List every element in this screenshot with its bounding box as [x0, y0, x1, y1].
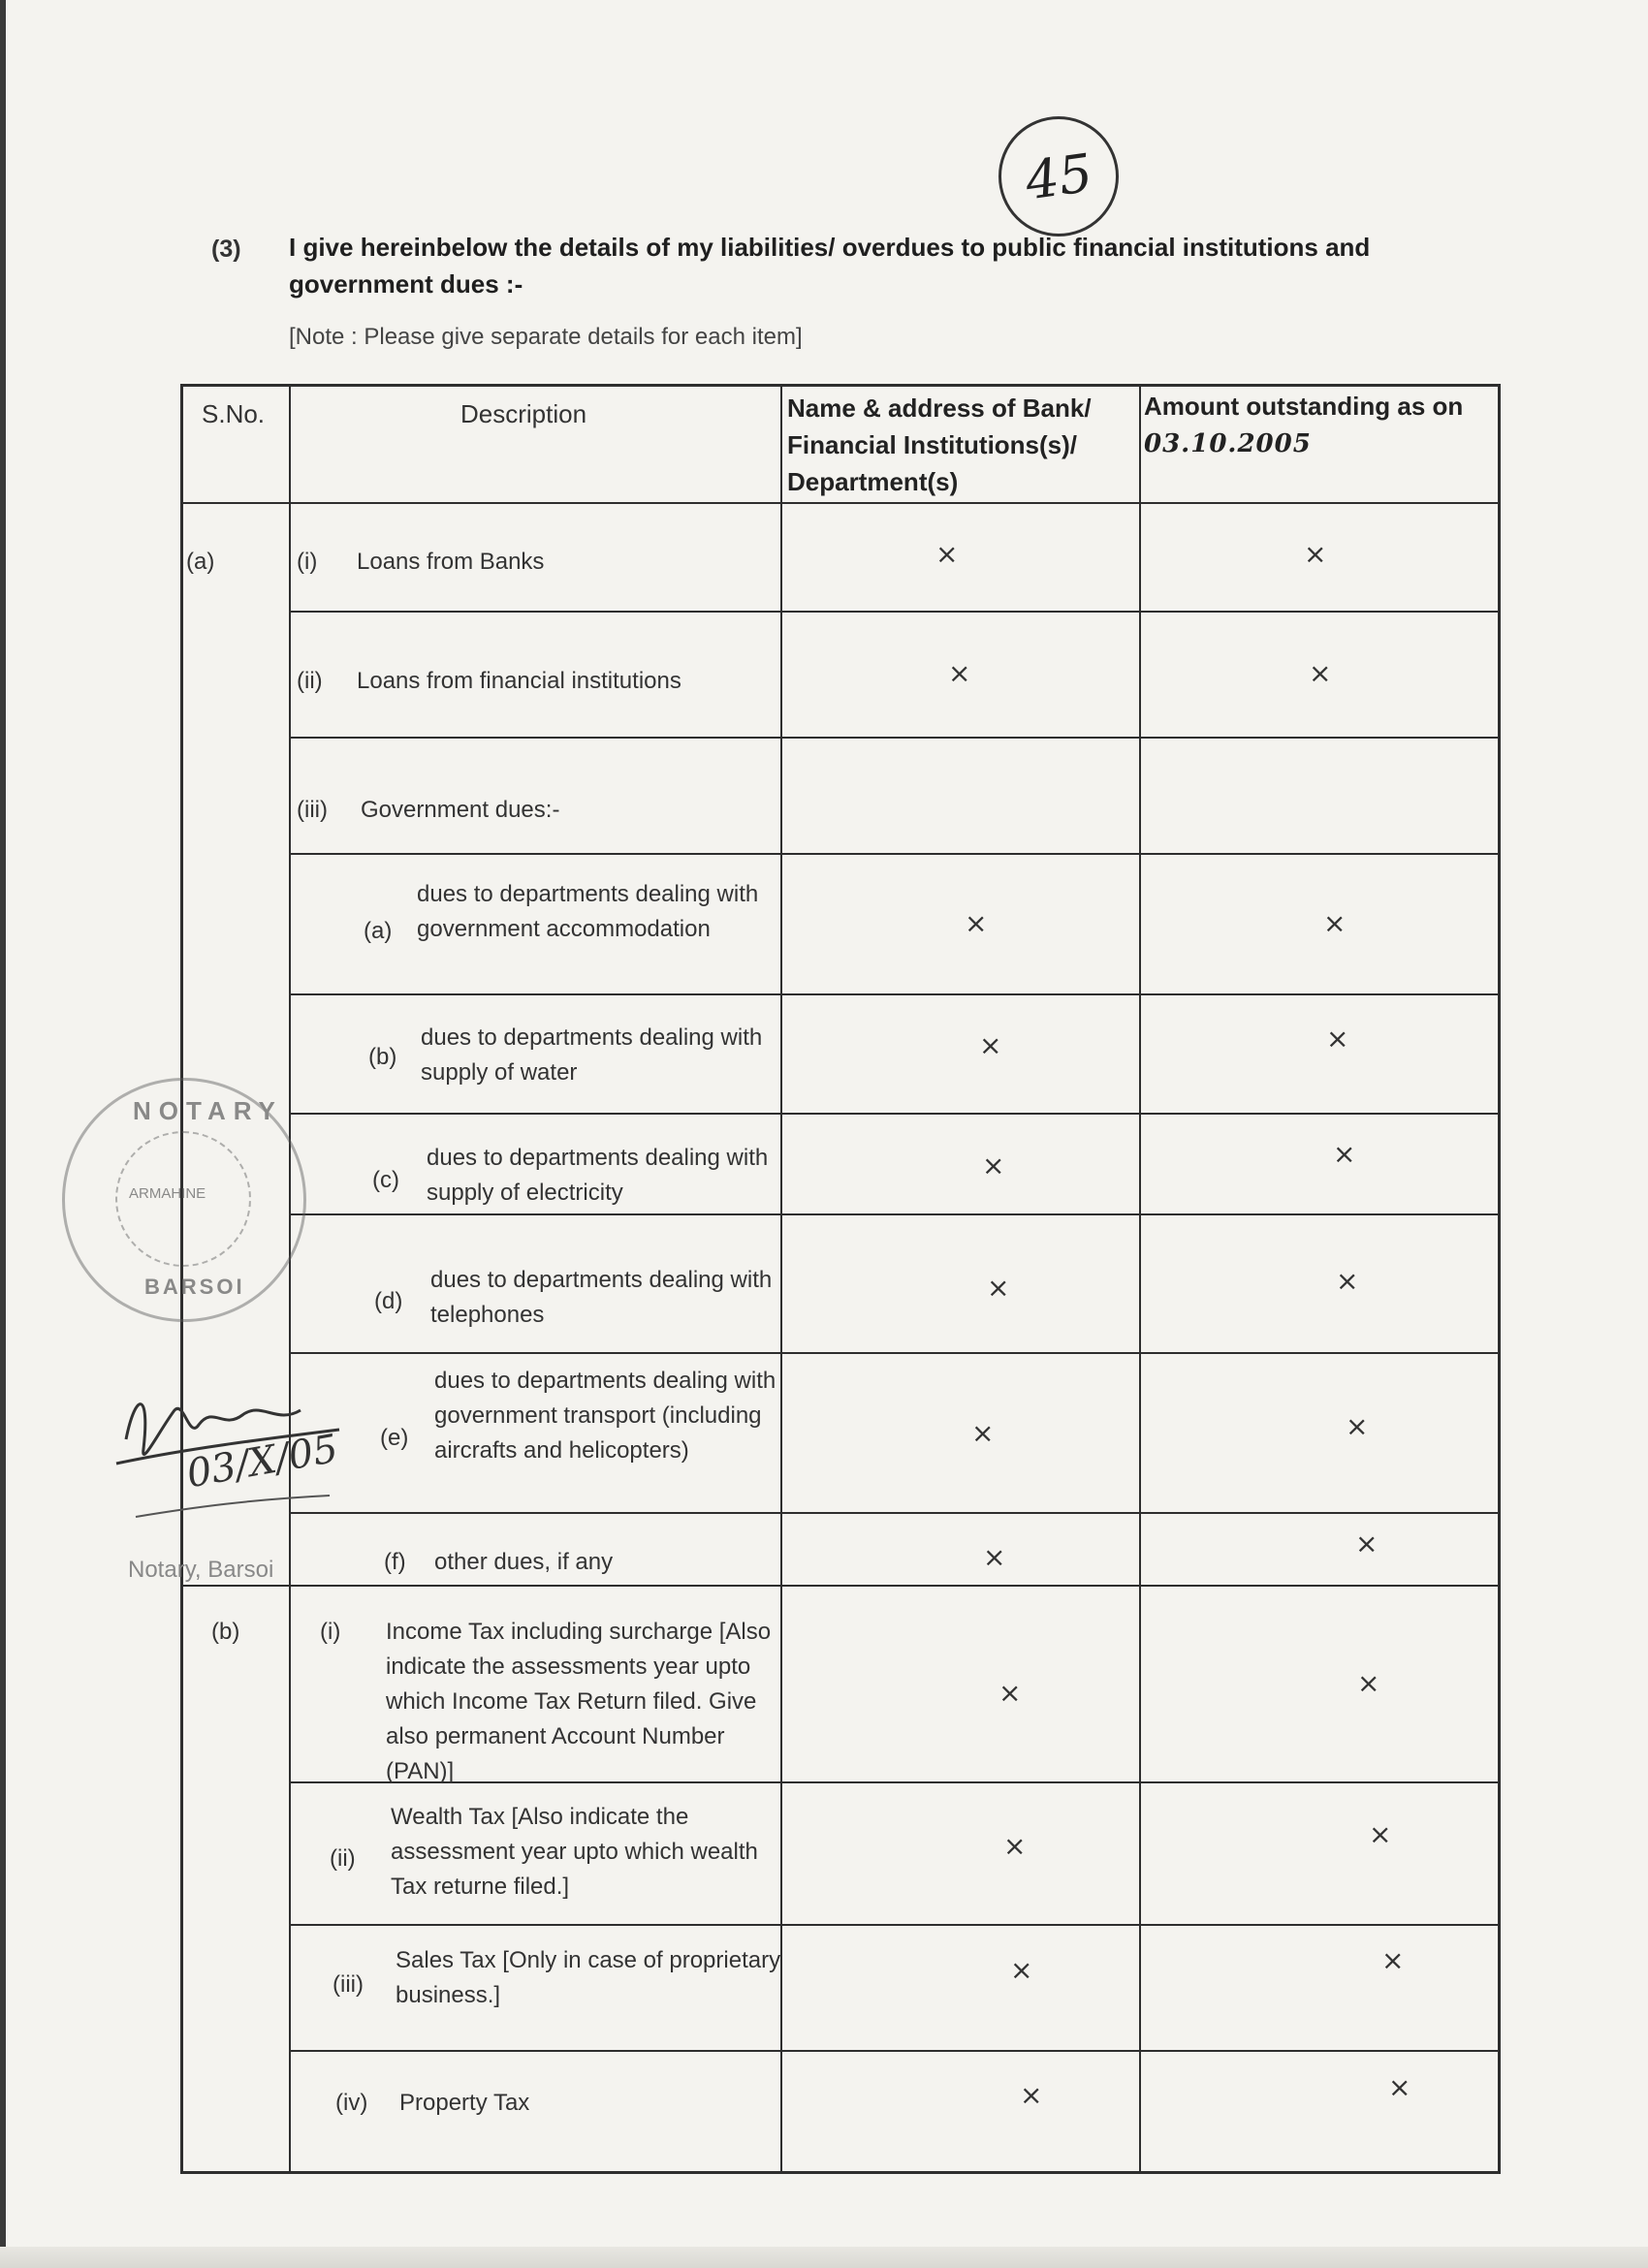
table-border-bottom [180, 2171, 1501, 2174]
header-bank: Name & address of Bank/ Financial Institutions(s)/ Department(s) [787, 394, 1092, 496]
row-line [289, 2050, 1499, 2052]
row-description: dues to departments dealing with government transport (including aircrafts and helicopters) [434, 1368, 776, 1464]
section-intro-text [289, 229, 1481, 302]
header-amount-date: 03.10.2005 [1144, 429, 1312, 458]
cross-mark-amount: × [1336, 1265, 1359, 1297]
section-number: (3) [211, 236, 241, 263]
cross-mark-amount: × [1346, 1410, 1369, 1442]
row-num: (iii) [297, 797, 328, 823]
cross-mark-amount: × [1369, 1818, 1392, 1850]
col-sep-bank [780, 384, 782, 2173]
table-border-right [1498, 384, 1501, 2173]
signature-place: Notary, Barsoi [128, 1557, 274, 1583]
cross-mark-bank: × [965, 907, 988, 939]
row-description: Sales Tax [Only in case of proprietary business.] [396, 1947, 781, 2008]
row-num: (iv) [335, 2090, 368, 2116]
cross-mark-amount: × [1323, 907, 1347, 939]
row-num: (b) [368, 1044, 397, 1070]
row-description: dues to departments dealing with supply of water [421, 1024, 763, 1086]
row-line [180, 1585, 1499, 1587]
notary-seal-middle-text: ARMAHINE [129, 1185, 206, 1202]
notary-seal [62, 1078, 306, 1322]
row-description: Loans from financial institutions [357, 668, 681, 694]
cross-mark-bank: × [983, 1541, 1006, 1573]
header-amount-label: Amount outstanding as on [1144, 392, 1464, 421]
cross-mark-bank: × [948, 657, 971, 689]
row-description: dues to departments dealing with government accommodation [417, 881, 759, 942]
row-line [289, 1924, 1499, 1926]
row-num: (i) [320, 1619, 341, 1645]
page-number-circle [998, 116, 1119, 236]
row-line [289, 993, 1499, 995]
cross-mark-amount: × [1355, 1528, 1379, 1559]
row-num: (e) [380, 1425, 409, 1451]
row-num: (a) [364, 918, 393, 944]
row-line [289, 1213, 1499, 1215]
cross-mark-amount: × [1326, 1023, 1349, 1055]
row-description: Property Tax [399, 2090, 530, 2116]
row-sno: (b) [211, 1619, 240, 1645]
row-description: other dues, if any [434, 1549, 614, 1575]
row-num: (iii) [333, 1971, 364, 1998]
header-amount [1144, 388, 1498, 462]
cross-mark-bank: × [979, 1029, 1002, 1061]
cross-mark-bank: × [1003, 1830, 1027, 1862]
row-num: (c) [372, 1167, 399, 1193]
header-description: Description [460, 399, 587, 428]
row-num: (i) [297, 549, 318, 575]
row-line [289, 853, 1499, 855]
cross-mark-amount: × [1304, 538, 1327, 570]
row-line [289, 1113, 1499, 1115]
row-description: dues to departments dealing with supply of electricity [427, 1145, 769, 1206]
row-description: Government dues:- [361, 797, 560, 823]
notary-seal-top-text: NOTARY [133, 1096, 283, 1125]
table-border-top [180, 384, 1499, 387]
cross-mark-amount: × [1357, 1667, 1380, 1699]
row-num: (ii) [297, 668, 323, 694]
section-note: [Note : Please give separate details for each item] [289, 324, 803, 350]
cross-mark-amount: × [1381, 1944, 1405, 1976]
cross-mark-bank: × [1010, 1954, 1033, 1986]
cross-mark-bank: × [982, 1150, 1005, 1181]
cross-mark-bank: × [998, 1677, 1022, 1709]
notary-seal-bottom-text: BARSOI [144, 1275, 245, 1299]
scan-edge-left [0, 0, 6, 2268]
cross-mark-amount: × [1333, 1138, 1356, 1170]
row-description: Wealth Tax [Also indicate the assessment year upto which wealth Tax returne filed.] [391, 1804, 758, 1900]
cross-mark-amount: × [1388, 2071, 1411, 2103]
row-line [289, 1352, 1499, 1354]
row-line [289, 611, 1499, 613]
row-description: dues to departments dealing with telephones [430, 1267, 773, 1328]
cross-mark-bank: × [935, 538, 959, 570]
scan-edge-bottom [0, 2247, 1648, 2268]
col-sep-sno [289, 384, 291, 2173]
cross-mark-amount: × [1309, 657, 1332, 689]
row-description: Income Tax including surcharge [Also indicate the assessments year upto which Income Tax Return filed. Give also permanent Account Number (PAN)] [386, 1619, 772, 1784]
page-number: 45 [1021, 142, 1096, 211]
cross-mark-bank: × [1020, 2079, 1043, 2111]
section-intro-bold: I give hereinbelow the details of my liabilities/ overdues to public financial institutions and government dues :- [289, 233, 1371, 299]
header-sno: S.No. [202, 399, 266, 428]
row-line [289, 737, 1499, 739]
signature-date: 03/X/05 [183, 1426, 342, 1497]
col-sep-amount [1139, 384, 1141, 2173]
row-num: (d) [374, 1288, 403, 1314]
cross-mark-bank: × [971, 1417, 995, 1449]
row-num: (ii) [330, 1845, 356, 1872]
row-sno: (a) [186, 549, 215, 575]
header-row-line [180, 502, 1499, 504]
row-line [289, 1512, 1499, 1514]
row-num: (f) [384, 1549, 406, 1575]
cross-mark-bank: × [987, 1272, 1010, 1304]
row-description: Loans from Banks [357, 549, 545, 575]
